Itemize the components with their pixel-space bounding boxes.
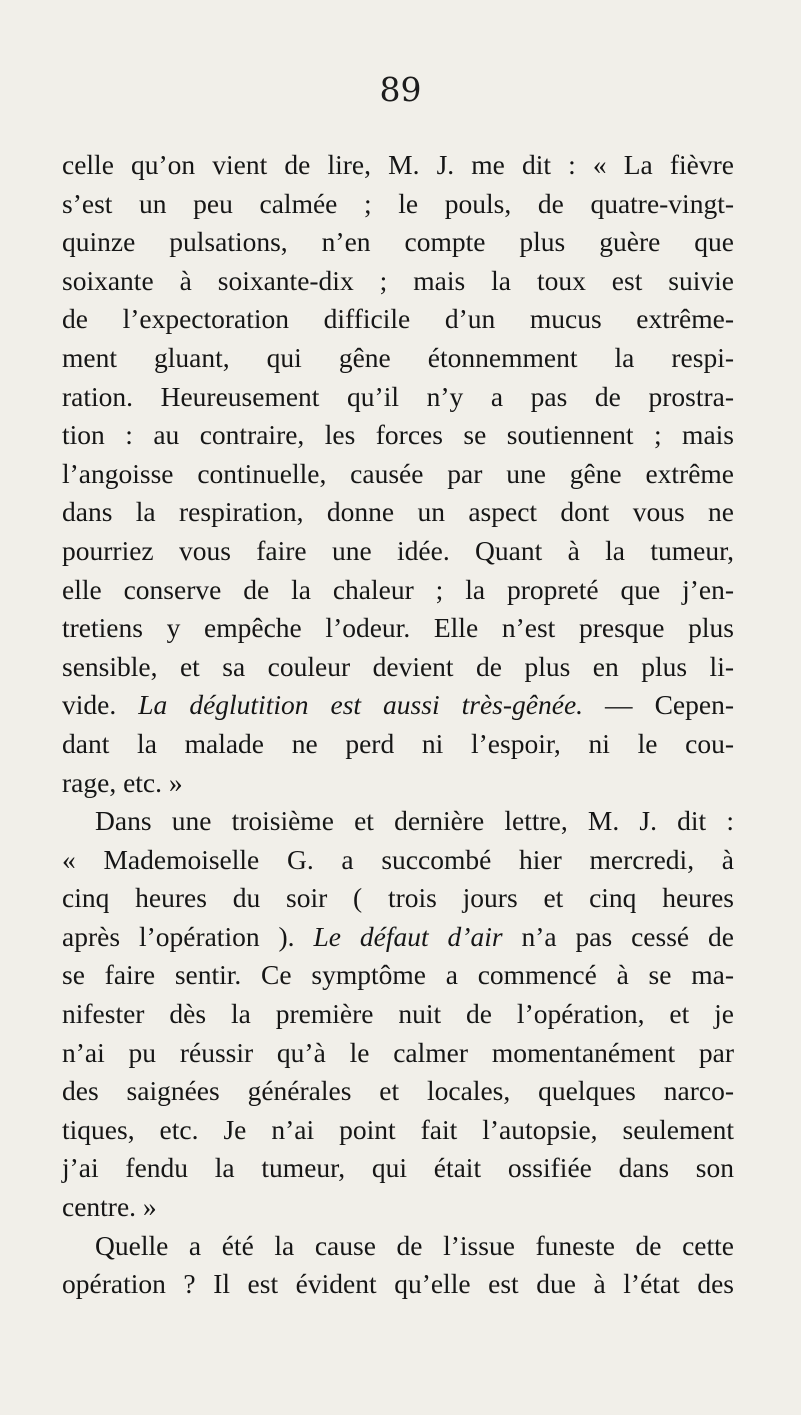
text-segment: pourriez vous faire une idée. Quant à la tumeur, (62, 534, 734, 566)
text-segment: centre. » (62, 1191, 157, 1223)
text-segment: quinze pulsations, n’en compte plus guère que (62, 226, 734, 258)
text-segment: ment gluant, qui gêne étonnemment la respi- (62, 341, 734, 373)
text-line (62, 455, 734, 494)
text-segment: Quelle a été la cause de l’issue funeste de cette (95, 1229, 734, 1261)
text-line (62, 1149, 734, 1188)
text-segment: vide. (62, 689, 139, 721)
text-segment: Dans une troisième et dernière lettre, M. J. dit : (95, 805, 734, 837)
text-line (62, 918, 734, 957)
text-line (62, 493, 734, 532)
body-text (62, 146, 734, 1304)
text-line (62, 185, 734, 224)
text-line (62, 416, 734, 455)
text-line (62, 1111, 734, 1150)
text-segment: n’a pas cessé de (502, 920, 734, 952)
text-segment: opération ? Il est évident qu’elle est due à l’état des (62, 1268, 734, 1300)
text-line (62, 1188, 734, 1227)
text-segment: ration. Heureusement qu’il n’y a pas de prostra- (62, 380, 734, 412)
italic-text-segment: La déglutition est aussi très-gênée. (138, 689, 584, 721)
text-segment: soixante à soixante-dix ; mais la toux est suivie (62, 264, 734, 296)
text-segment: tion : au contraire, les forces se soutiennent ; mais (62, 419, 734, 451)
text-line (62, 725, 734, 764)
text-line (62, 879, 734, 918)
text-line (62, 571, 734, 610)
text-segment: l’angoisse continuelle, causée par une gêne extrême (62, 457, 734, 489)
text-line (62, 609, 734, 648)
text-line (62, 841, 734, 880)
text-line (62, 146, 734, 185)
text-line (62, 300, 734, 339)
text-line (62, 764, 734, 803)
text-segment: elle conserve de la chaleur ; la propreté que j’en- (62, 573, 734, 605)
text-segment: sensible, et sa couleur devient de plus en plus li- (62, 650, 734, 682)
text-segment: celle qu’on vient de lire, M. J. me dit : « La fièvre (62, 149, 734, 180)
text-segment: s’est un peu calmée ; le pouls, de quatre-vingt- (62, 187, 734, 219)
text-line (62, 1265, 734, 1304)
text-line (62, 223, 734, 262)
text-segment: tretiens y empêche l’odeur. Elle n’est presque plus (62, 612, 734, 644)
text-segment: n’ai pu réussir qu’à le calmer momentanément par (62, 1036, 734, 1068)
text-line (62, 339, 734, 378)
text-segment: rage, etc. » (62, 766, 183, 798)
text-line (62, 648, 734, 687)
text-segment: de l’expectoration difficile d’un mucus extrême- (62, 303, 734, 335)
text-line (62, 532, 734, 571)
page-number: 89 (379, 70, 422, 109)
text-segment: des saignées générales et locales, quelques narco- (62, 1075, 734, 1107)
text-line (62, 802, 734, 841)
text-segment: « Mademoiselle G. a succombé hier mercredi, à (62, 843, 734, 875)
text-segment: j’ai fendu la tumeur, qui était ossifiée dans son (62, 1152, 734, 1184)
text-segment: tiques, etc. Je n’ai point fait l’autopsie, seulement (62, 1113, 734, 1145)
text-segment: dans la respiration, donne un aspect dont vous ne (62, 496, 734, 528)
text-segment: — Cepen- (583, 689, 734, 721)
text-segment: après l’opération ). (62, 920, 314, 952)
text-segment: se faire sentir. Ce symptôme a commencé à se ma- (62, 959, 734, 991)
text-line (62, 1072, 734, 1111)
text-line (62, 1034, 734, 1073)
text-line (62, 378, 734, 417)
text-segment: dant la malade ne perd ni l’espoir, ni le cou- (62, 727, 734, 759)
text-line (62, 956, 734, 995)
text-line (62, 995, 734, 1034)
text-segment: cinq heures du soir ( trois jours et cinq heures (62, 882, 734, 914)
text-segment: nifester dès la première nuit de l’opération, et je (62, 998, 734, 1030)
italic-text-segment: Le défaut d’air (313, 920, 503, 952)
text-line (62, 1227, 734, 1266)
text-line (62, 686, 734, 725)
text-line (62, 262, 734, 301)
